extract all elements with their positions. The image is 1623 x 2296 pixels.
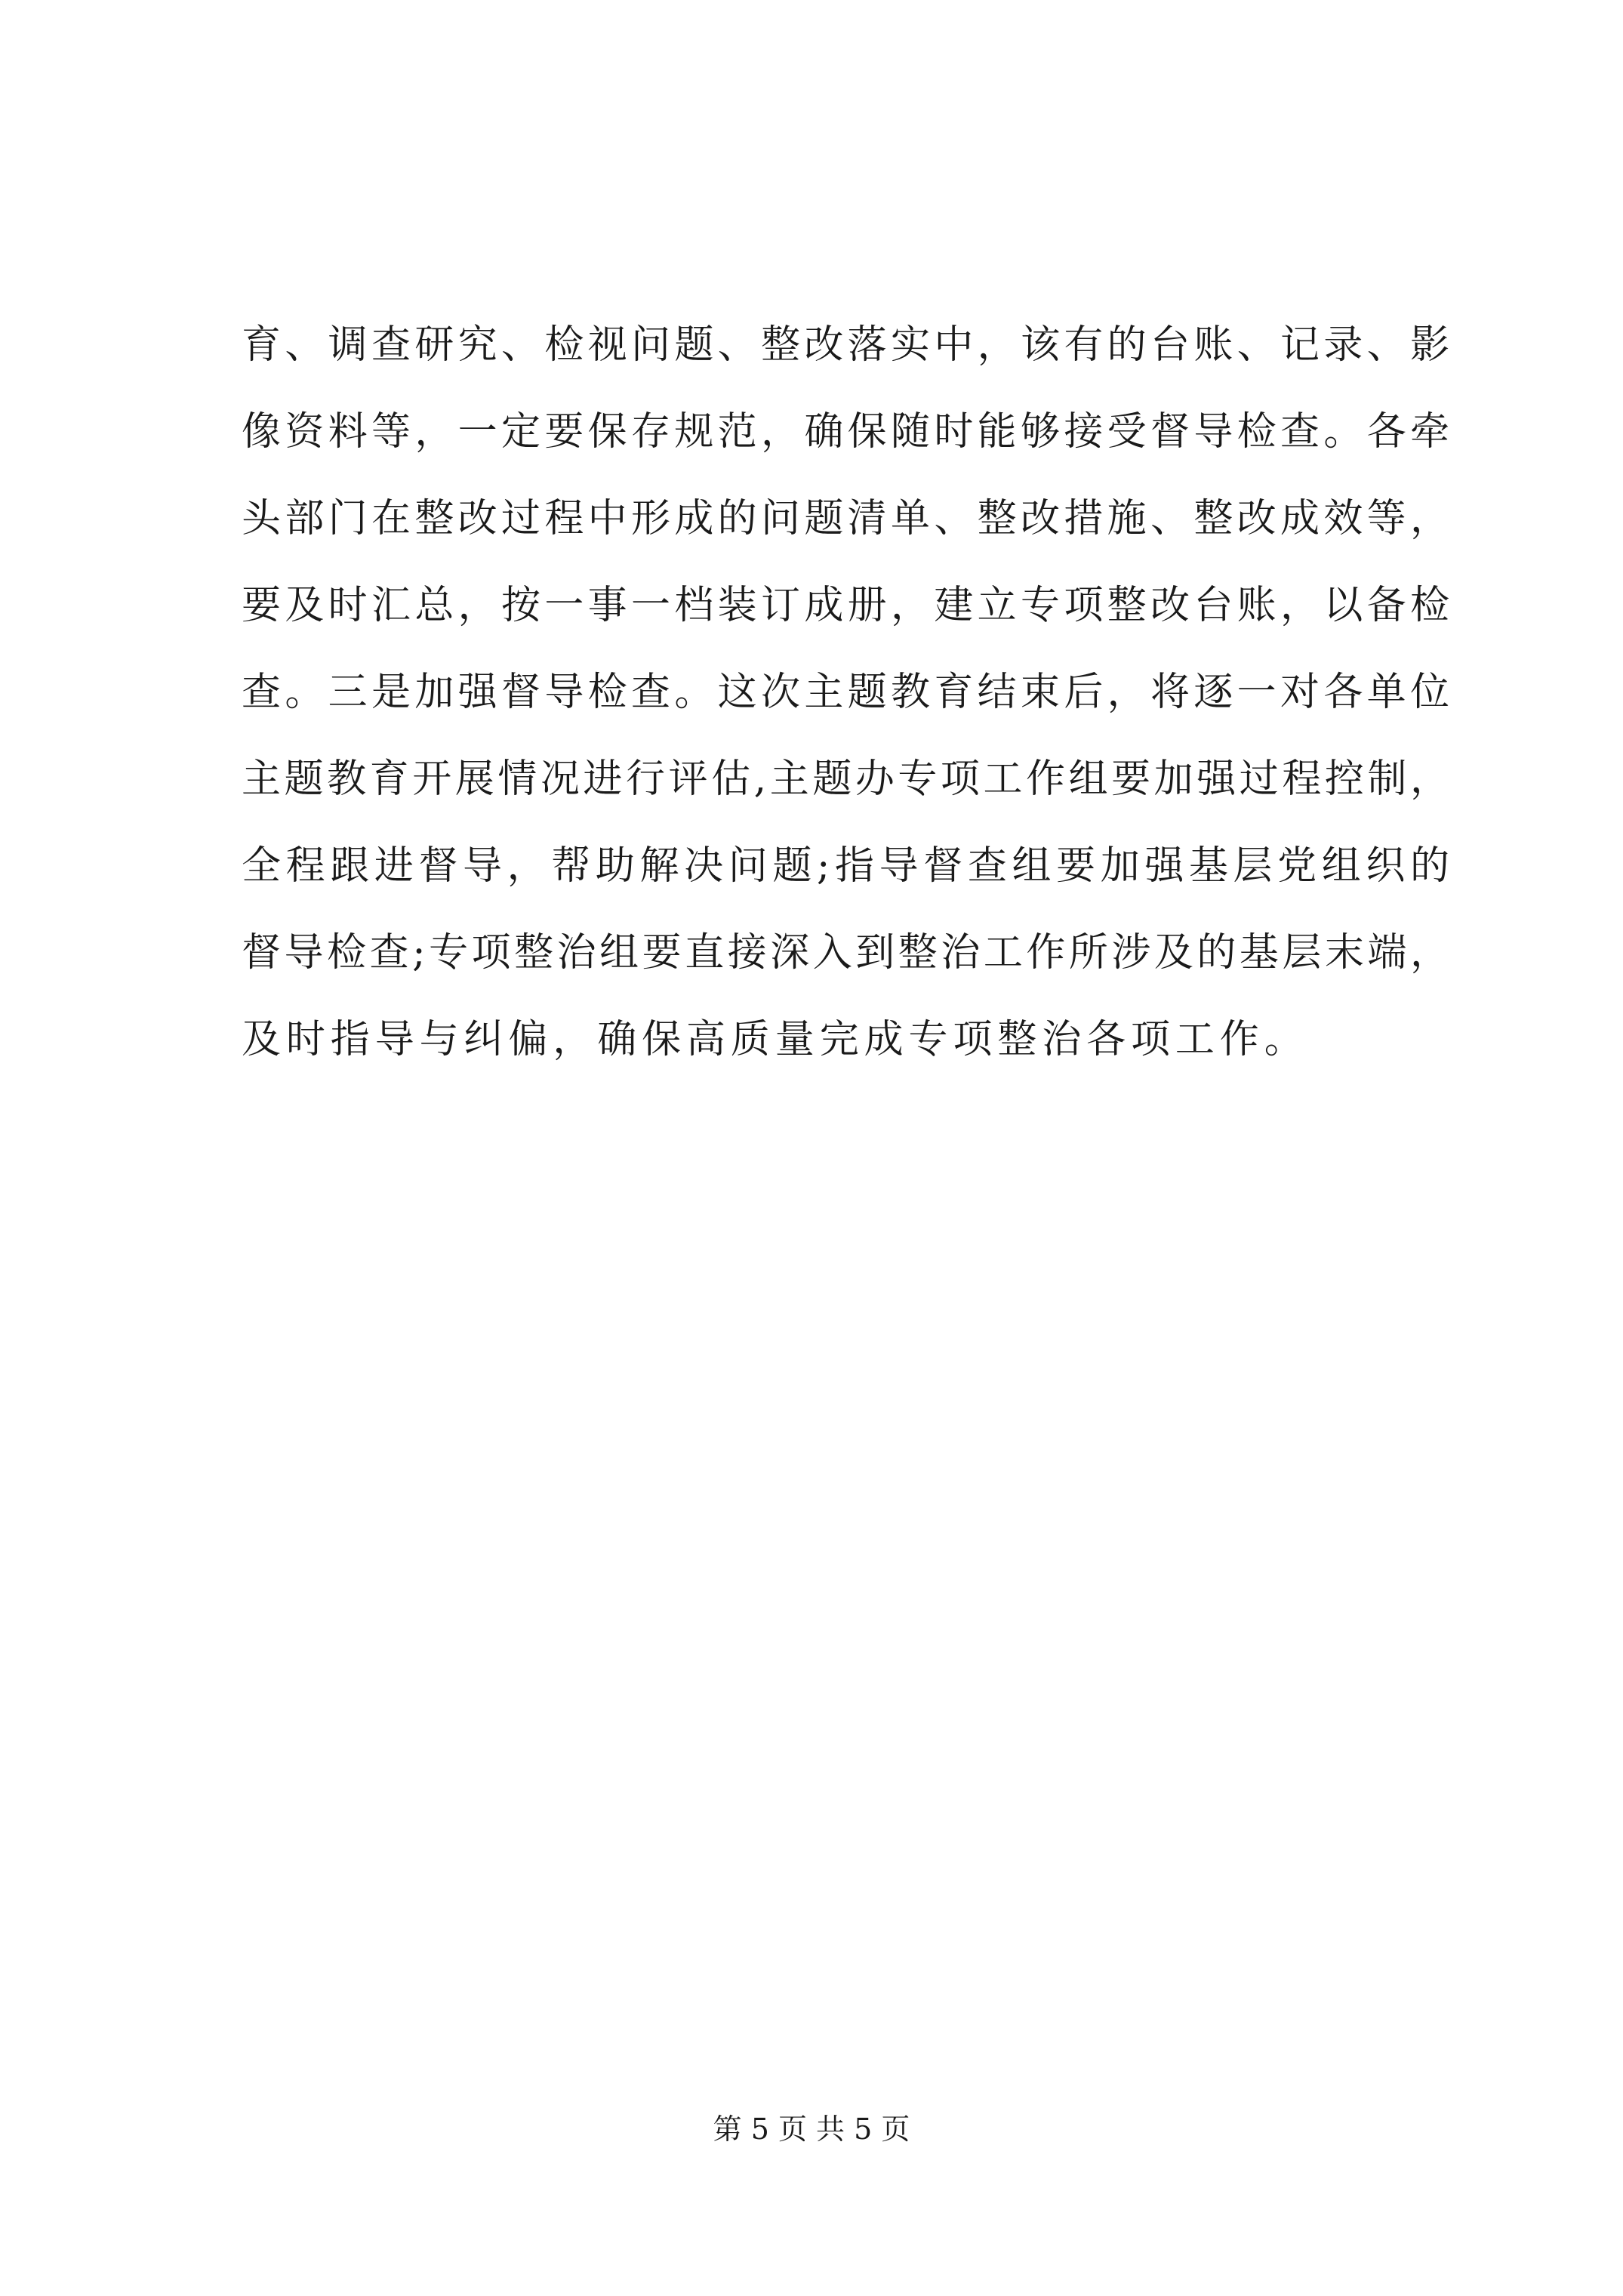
paragraph-line: 头部门在整改过程中形成的问题清单、整改措施、整改成效等，	[242, 496, 1449, 541]
paragraph-line: 要及时汇总，按一事一档装订成册，建立专项整改台账，以备检	[242, 583, 1449, 628]
paragraph-line: 督导检查;专项整治组要直接深入到整治工作所涉及的基层末端，	[242, 930, 1449, 975]
paragraph-line: 及时指导与纠偏，确保高质量完成专项整治各项工作。	[242, 1017, 1309, 1062]
paragraph-line: 像资料等，一定要保存规范，确保随时能够接受督导检查。各牵	[242, 409, 1449, 455]
paragraph-line: 查。三是加强督导检查。这次主题教育结束后，将逐一对各单位	[242, 670, 1449, 715]
paragraph-line: 育、调查研究、检视问题、整改落实中，该有的台账、记录、影	[242, 322, 1449, 368]
paragraph-line: 主题教育开展情况进行评估,主题办专项工作组要加强过程控制，	[242, 757, 1449, 802]
body-paragraph	[242, 302, 1449, 1083]
page-number-footer: 第 5 页 共 5 页	[713, 2113, 910, 2146]
paragraph-line: 全程跟进督导，帮助解决问题;指导督查组要加强基层党组织的	[242, 843, 1449, 889]
